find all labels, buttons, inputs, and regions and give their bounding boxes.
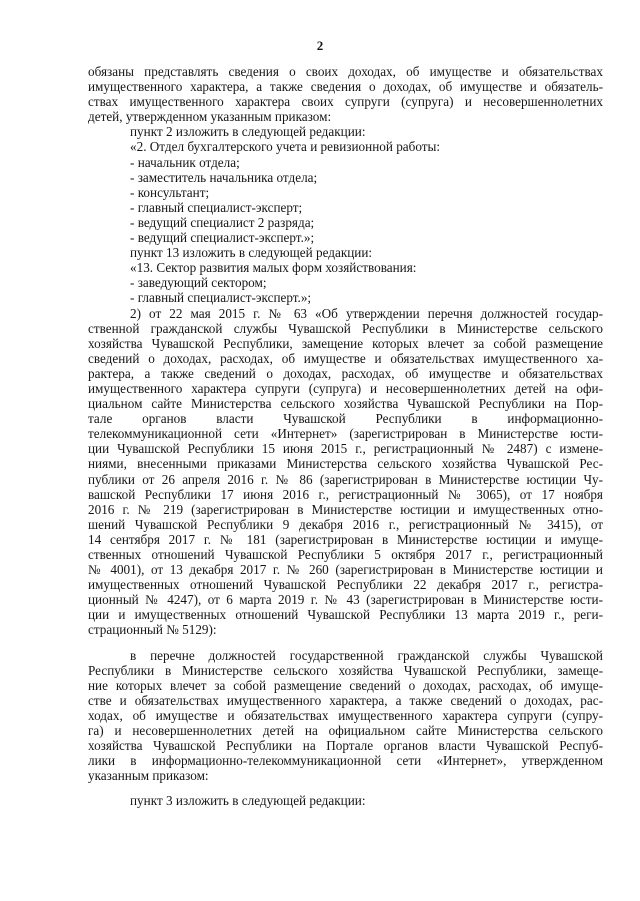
text-line: ственных отношений Чувашской Республики 5 октября 2017 г., регистрационный (88, 547, 603, 562)
text-line: имущественного характера, а также сведения о доходах, об имуществе и обязатель- (88, 79, 603, 95)
text-line: хозяйства Чувашской Республики, замещение которых влечет за собой размещение (88, 335, 603, 351)
list-item: - главный специалист-эксперт.»; (130, 290, 312, 306)
text-line: обязаны представлять сведения о своих доходах, об имуществе и обязательствах (88, 64, 603, 79)
text-line: имущественных отношений Чувашской Республики 22 декабря 2017 г., регистра- (88, 577, 603, 593)
text-line: детей, утвержденном указанным приказом: (88, 109, 332, 125)
text-line: пункт 2 изложить в следующей редакции: (130, 124, 366, 140)
document-body (88, 64, 603, 809)
list-item: - начальник отдела; (130, 154, 240, 170)
text-line: ционный № 4247), от 6 марта 2019 г. № 43 (зарегистрирован в Министерстве юсти- (88, 592, 603, 608)
text-line: имущественного характера супруги (супруга) и несовершеннолетних детей на офи- (88, 380, 603, 396)
text-line: ции Чувашской Республики 15 июня 2015 г., регистрационный № 2487) с измене- (88, 441, 603, 457)
text-line: ние которых влечет за собой размещение сведений о доходах, расходах, об имуще- (88, 677, 603, 693)
text-line: рактера, а также сведений о доходах, расходах, об имуществе и обязательствах (88, 365, 603, 381)
text-line: тале органов власти Чувашской Республики в информационно- (88, 411, 603, 427)
list-item: - ведущий специалист 2 разряда; (130, 214, 315, 230)
list-item: - консультант; (130, 184, 210, 200)
text-line: 2) от 22 мая 2015 г. № 63 «Об утверждении перечня должностей государ- (130, 305, 603, 321)
text-line: публики от 26 апреля 2016 г. № 86 (зарегистрирован в Министерстве юстиции Чу- (88, 471, 603, 487)
text-line: пункт 3 изложить в следующей редакции: (130, 793, 366, 809)
text-line: 14 сентября 2017 г. № 181 (зарегистрирован в Министерстве юстиции и имуще- (88, 531, 603, 547)
text-line: вашской Республики 17 июня 2016 г., регистрационный № 3065), от 17 ноября (88, 486, 603, 502)
text-line: указанным приказом: (88, 768, 209, 784)
text-line: ниями, внесенными приказами Министерства сельского хозяйства Чувашской Рес- (88, 456, 603, 472)
text-line: 2016 г. № 219 (зарегистрирован в Министерстве юстиции и имущественных отно- (88, 501, 603, 517)
text-line: га) и несовершеннолетних детей на официальном сайте Министерства сельского (88, 723, 603, 739)
text-line: ции и имущественных отношений Чувашской Республики 13 марта 2019 г., реги- (88, 607, 603, 623)
text-line: пункт 13 изложить в следующей редакции: (130, 245, 373, 261)
text-line: телекоммуникационной сети «Интернет» (зарегистрирован в Министерстве юсти- (88, 426, 603, 442)
list-item: - заведующий сектором; (130, 275, 267, 291)
text-line: «13. Сектор развития малых форм хозяйствования: (130, 260, 417, 276)
list-item: - заместитель начальника отдела; (130, 169, 318, 185)
text-line: циальном сайте Министерства сельского хозяйства Чувашской Республики на Пор- (88, 396, 603, 412)
text-line: хозяйства Чувашской Республики на Портале органов власти Чувашской Респуб- (88, 738, 603, 754)
text-line: ходах, об имуществе и обязательствах имущественного характера супруги (супру- (88, 707, 603, 723)
page-number: 2 (316, 38, 324, 53)
text-line: стве и обязательствах имущественного характера, а также сведений о доходах, рас- (88, 692, 603, 708)
text-line: сведений о доходах, расходах, об имуществе и обязательствах имущественного ха- (88, 350, 603, 366)
text-line: № 4001), от 13 декабря 2017 г. № 260 (зарегистрирован в Министерстве юстиции и (88, 562, 603, 578)
text-line: в перечне должностей государственной гражданской службы Чувашской (130, 647, 603, 663)
list-item: - ведущий специалист-эксперт.»; (130, 230, 315, 246)
text-line: ствах имущественного характера своих супруги (супруга) и несовершеннолетних (88, 94, 603, 110)
text-line: страционный № 5129): (88, 622, 217, 638)
list-item: - главный специалист-эксперт; (130, 199, 303, 215)
text-line: «2. Отдел бухгалтерского учета и ревизионной работы: (130, 139, 441, 155)
text-line: шений Чувашской Республики 9 декабря 2016 г., регистрационный № 3415), от (88, 516, 603, 532)
text-line: Республики в Министерстве сельского хозяйства Чувашской Республики, замеще- (88, 662, 603, 678)
text-line: лики в информационно-телекоммуникационной сети «Интернет», утвержденном (88, 753, 603, 769)
text-line: ственной гражданской службы Чувашской Республики в Министерстве сельского (88, 320, 603, 336)
